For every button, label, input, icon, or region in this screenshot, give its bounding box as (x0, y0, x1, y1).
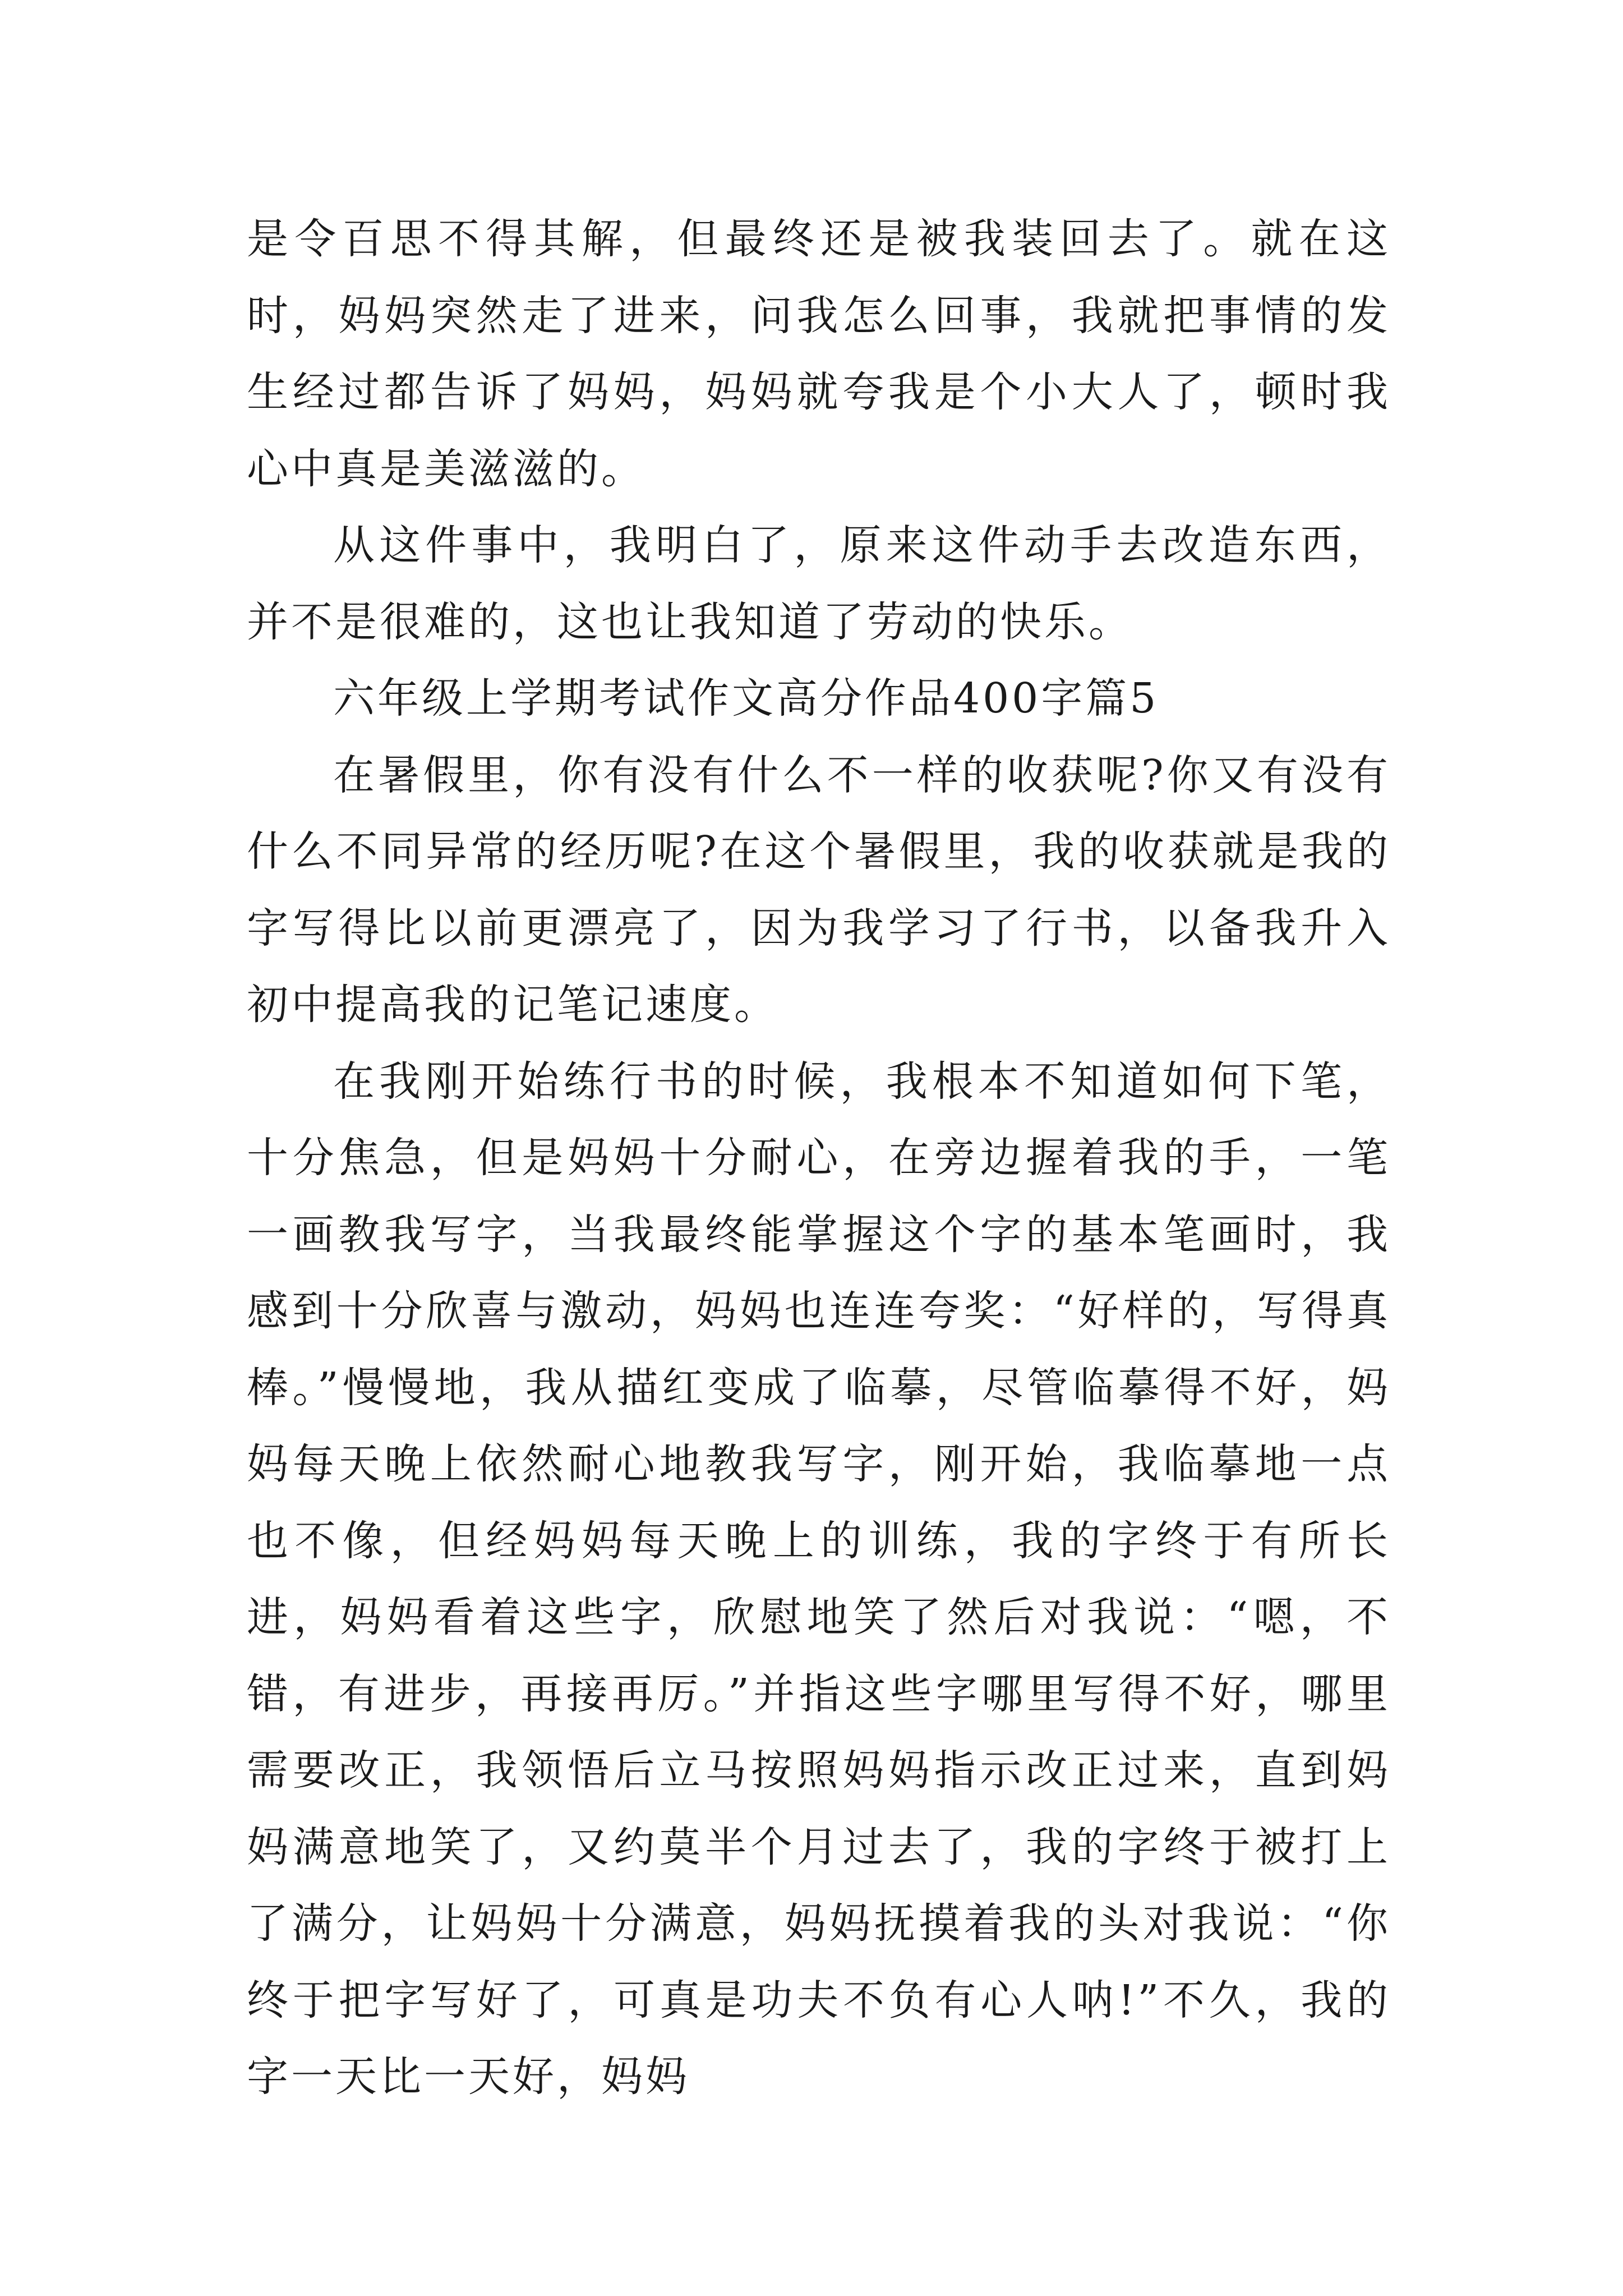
paragraph-continuation: 是令百思不得其解，但最终还是被我装回去了。就在这时，妈妈突然走了进来，问我怎么回事，我就把事情的发生经过都告诉了妈妈，妈妈就夸我是个小大人了，顿时我心中真是美滋滋的。 (247, 215, 1391, 493)
paragraph-conclusion: 从这件事中，我明白了，原来这件动手去改造东西，并不是很难的，这也让我知道了劳动的快乐。 (247, 521, 1391, 646)
document-body (247, 201, 1391, 2115)
paragraph-body: 在我刚开始练行书的时候，我根本不知道如何下笔，十分焦急，但是妈妈十分耐心，在旁边握着我的手，一笔一画教我写字，当我最终能掌握这个字的基本笔画时，我感到十分欣喜与激动，妈妈也连连夸奖：“好样的，写得真棒。”慢慢地，我从描红变成了临摹，尽管临摹得不好，妈妈每天晚上依然耐心地教我写字，刚开始，我临摹地一点也不像，但经妈妈每天晚上的训练，我的字终于有所长进，妈妈看着这些字，欣慰地笑了然后对我说：“嗯，不错，有进步，再接再厉。”并指这些字哪里写得不好，哪里需要改正，我领悟后立马按照妈妈指示改正过来，直到妈妈满意地笑了，又约莫半个月过去了，我的字终于被打上了满分，让妈妈十分满意，妈妈抚摸着我的头对我说：“你终于把字写好了，可真是功夫不负有心人呐!”不久，我的字一天比一天好，妈妈 (247, 1057, 1391, 2101)
paragraph-intro: 在暑假里，你有没有什么不一样的收获呢?你又有没有什么不同异常的经历呢?在这个暑假里，我的收获就是我的字写得比以前更漂亮了，因为我学习了行书，以备我升入初中提高我的记笔记速度。 (247, 751, 1391, 1029)
essay-title: 六年级上学期考试作文高分作品400字篇5 (333, 674, 1159, 723)
